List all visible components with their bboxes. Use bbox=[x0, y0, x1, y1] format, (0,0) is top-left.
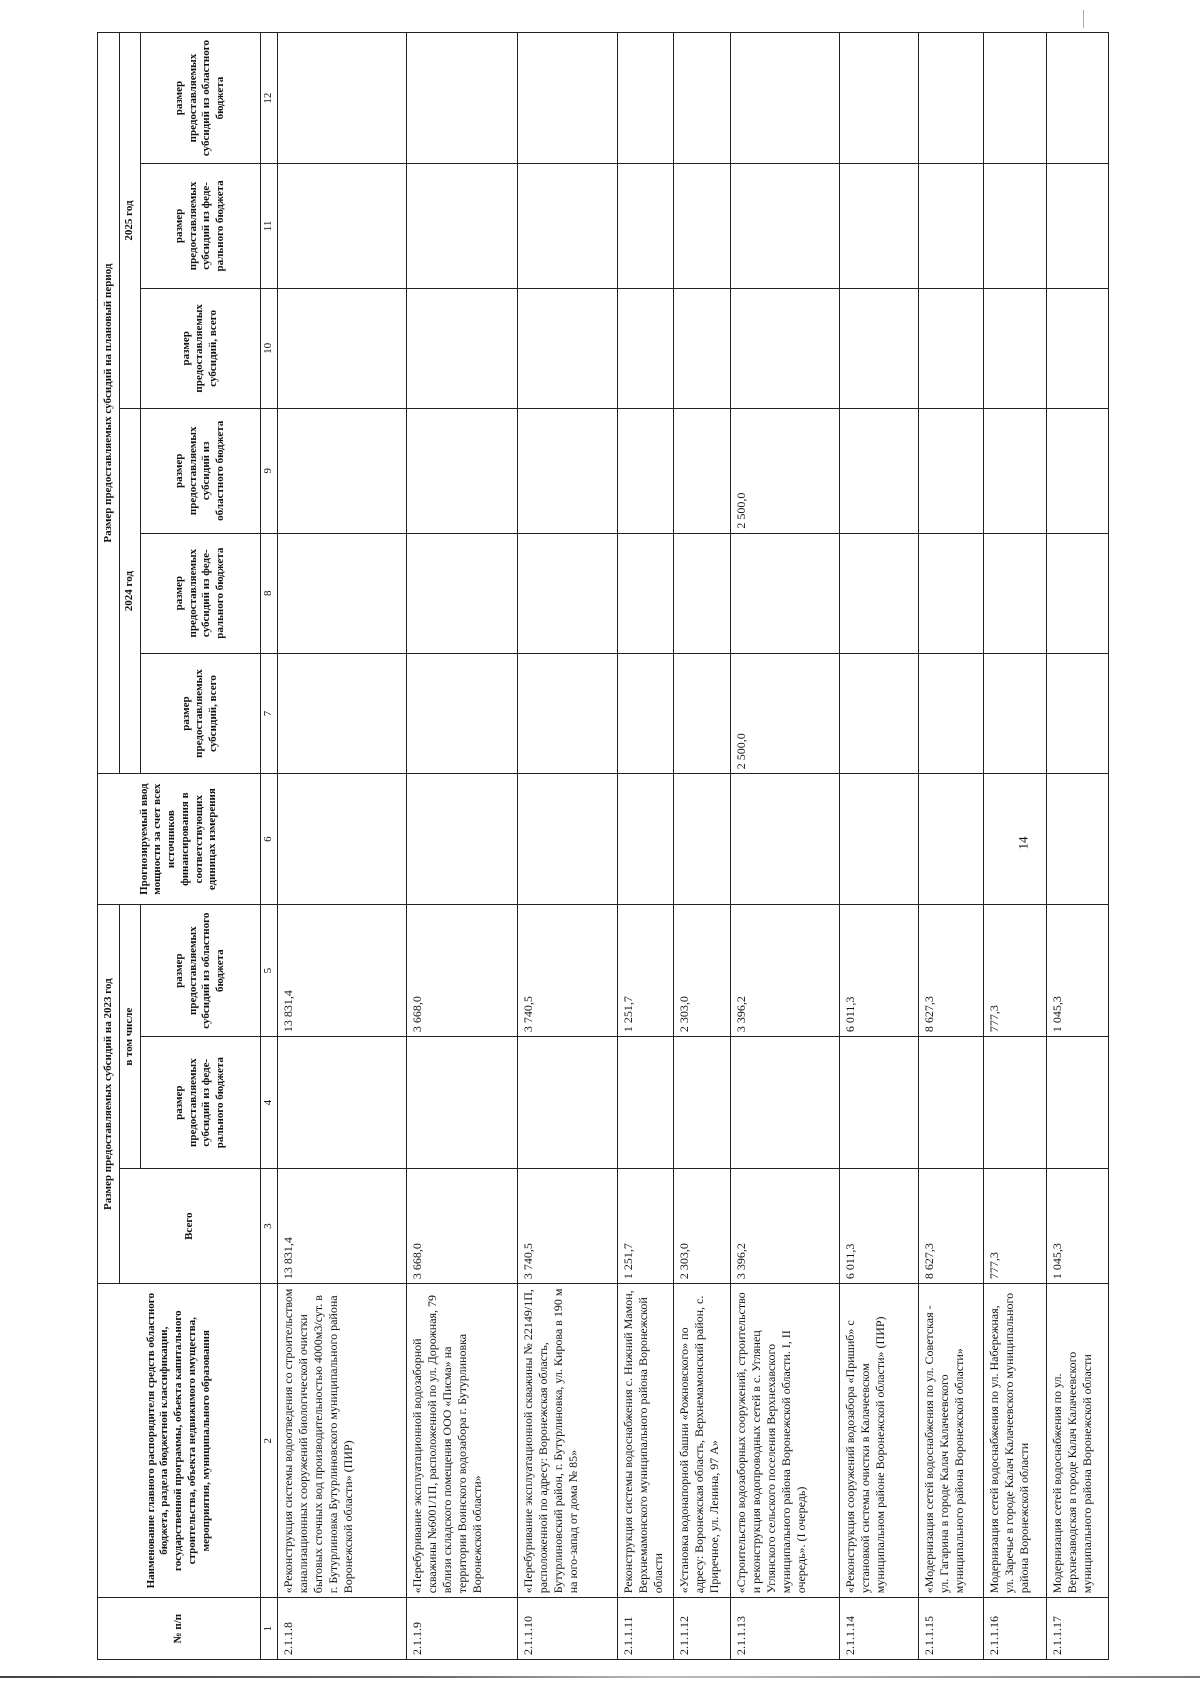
row-name: «Модернизация сетей водоснабжения по ул. Советская - ул. Гагарина в городе Калач Калачеевского муниципального района Воронежской области» bbox=[918, 1284, 983, 1598]
regional-2025 bbox=[617, 33, 673, 164]
federal-2023 bbox=[983, 1037, 1046, 1169]
total-2024 bbox=[1046, 653, 1108, 773]
regional-2025 bbox=[1046, 33, 1108, 164]
federal-2025 bbox=[1046, 164, 1108, 289]
table-row bbox=[617, 33, 673, 1660]
total-2023: 13 831,4 bbox=[277, 1169, 406, 1284]
federal-2024 bbox=[918, 533, 983, 653]
total-2024 bbox=[840, 653, 919, 773]
capacity bbox=[1046, 774, 1108, 905]
federal-2023 bbox=[731, 1037, 840, 1169]
regional-2023: 13 831,4 bbox=[277, 905, 406, 1037]
header-2025: 2025 год bbox=[120, 33, 141, 409]
regional-2023: 1 045,3 bbox=[1046, 905, 1108, 1037]
header-plan: Размер предоставляемых субсидий на плановый период bbox=[98, 33, 120, 774]
federal-2024 bbox=[840, 533, 919, 653]
row-code: 2.1.1.12 bbox=[673, 1598, 731, 1660]
table-row bbox=[518, 33, 617, 1660]
row-code: 2.1.1.11 bbox=[617, 1598, 673, 1660]
total-2025 bbox=[1046, 288, 1108, 408]
federal-2024 bbox=[277, 533, 406, 653]
column-number: 7 bbox=[260, 653, 277, 773]
capacity bbox=[277, 774, 406, 905]
total-2024 bbox=[617, 653, 673, 773]
regional-2024 bbox=[617, 409, 673, 534]
row-name: «Перебуривание эксплуатационной скважины № 22149/1П, расположенной по адресу: Воронежская область, Бутурлиновский район, г. Бутурлиновка, ул. Кирова в 190 м на юго-запад от дома № 85» bbox=[518, 1284, 617, 1598]
regional-2024 bbox=[406, 409, 518, 534]
header-2023-federal: размер предоставляемых субсидий из феде-рального бюджета bbox=[140, 1037, 260, 1169]
row-name: «Реконструкция системы водоотведения со строительством канализационных сооружений биологической очистки бытовых сточных вод производительностью 4000м3/сут. в г. Бутурлиновка Бутурлиновского муниципального района Воронежской области» (ПИР) bbox=[277, 1284, 406, 1598]
total-2025 bbox=[918, 288, 983, 408]
page-number: 14 bbox=[1015, 836, 1031, 850]
column-number: 12 bbox=[260, 33, 277, 164]
row-name: Модернизация сетей водоснабжения по ул. Верхнезаводская в городе Калач Калачеевского муниципального района Воронежской области bbox=[1046, 1284, 1108, 1598]
federal-2023 bbox=[840, 1037, 919, 1169]
regional-2023: 3 396,2 bbox=[731, 905, 840, 1037]
row-name: «Перебуривание эксплуатационной водозаборной скважины №6001/1П, расположенной по ул. Дорожная, 79 вблизи складского помещения ООО «Писма» на территории Воинского водозабора г. Бутурлиновка Воронежской области» bbox=[406, 1284, 518, 1598]
row-name: «Строительство водозаборных сооружений, строительство и реконструкция водопроводных сетей в с. Углянец Углянского сельского поселения Верхнехавского муниципального района Воронежской области. I, II очередь». (I очередь) bbox=[731, 1284, 840, 1598]
column-number: 10 bbox=[260, 288, 277, 408]
total-2024 bbox=[918, 653, 983, 773]
federal-2025 bbox=[840, 164, 919, 289]
total-2023: 3 740,5 bbox=[518, 1169, 617, 1284]
regional-2024: 2 500,0 bbox=[731, 409, 840, 534]
total-2023: 1 251,7 bbox=[617, 1169, 673, 1284]
table-row bbox=[983, 33, 1046, 1660]
capacity bbox=[406, 774, 518, 905]
total-2025 bbox=[406, 288, 518, 408]
row-code: 2.1.1.17 bbox=[1046, 1598, 1108, 1660]
row-code: 2.1.1.8 bbox=[277, 1598, 406, 1660]
regional-2025 bbox=[518, 33, 617, 164]
rotated-page bbox=[97, 32, 1109, 1660]
total-2023: 8 627,3 bbox=[918, 1169, 983, 1284]
header-2025-regional: размер предоставляемых субсидий из областного бюджета bbox=[140, 33, 260, 164]
capacity bbox=[518, 774, 617, 905]
federal-2023 bbox=[673, 1037, 731, 1169]
regional-2023: 6 011,3 bbox=[840, 905, 919, 1037]
capacity bbox=[918, 774, 983, 905]
federal-2025 bbox=[731, 164, 840, 289]
row-code: 2.1.1.13 bbox=[731, 1598, 840, 1660]
column-number: 9 bbox=[260, 409, 277, 534]
header-name: Наименование главного распорядителя средств областного бюджета, раздела бюджетной классификации, государственной программы, объекта капитального строительства, объекта недвижимого имущества, мероприятия, муниципального образования bbox=[98, 1284, 261, 1598]
regional-2023: 777,3 bbox=[983, 905, 1046, 1037]
total-2025 bbox=[617, 288, 673, 408]
regional-2023: 3 740,5 bbox=[518, 905, 617, 1037]
header-2023-regional: размер предоставляемых субсидий из областного бюджета bbox=[140, 905, 260, 1037]
column-number: 5 bbox=[260, 905, 277, 1037]
header-2024-total: размер предоставляемых субсидий, всего bbox=[140, 653, 260, 773]
total-2024 bbox=[518, 653, 617, 773]
row-code: 2.1.1.14 bbox=[840, 1598, 919, 1660]
federal-2023 bbox=[277, 1037, 406, 1169]
federal-2023 bbox=[1046, 1037, 1108, 1169]
row-code: 2.1.1.10 bbox=[518, 1598, 617, 1660]
row-name: «Реконструкция сооружений водозабора «Пришиб» с установкой системы очистки в Калачеевском муниципальном районе Воронежской области» (ПИР) bbox=[840, 1284, 919, 1598]
federal-2025 bbox=[277, 164, 406, 289]
total-2023: 2 303,0 bbox=[673, 1169, 731, 1284]
federal-2024 bbox=[1046, 533, 1108, 653]
total-2023: 3 668,0 bbox=[406, 1169, 518, 1284]
column-number: 2 bbox=[260, 1284, 277, 1598]
row-code: 2.1.1.9 bbox=[406, 1598, 518, 1660]
table-row bbox=[673, 33, 731, 1660]
header-2024-regional: размер предоставляемых субсидий из областного бюджета bbox=[140, 409, 260, 534]
capacity bbox=[731, 774, 840, 905]
regional-2023: 2 303,0 bbox=[673, 905, 731, 1037]
regional-2023: 3 668,0 bbox=[406, 905, 518, 1037]
regional-2024 bbox=[277, 409, 406, 534]
regional-2025 bbox=[918, 33, 983, 164]
header-2023: Размер предоставляемых субсидий на 2023 год bbox=[98, 905, 120, 1284]
header-total: Всего bbox=[120, 1169, 261, 1284]
federal-2024 bbox=[983, 533, 1046, 653]
regional-2023: 8 627,3 bbox=[918, 905, 983, 1037]
header-capacity: Прогнозируемый ввод мощности за счет всех источников финансирования в соответствующих единицах измерения bbox=[98, 774, 261, 905]
table-row bbox=[1046, 33, 1108, 1660]
column-number: 6 bbox=[260, 774, 277, 905]
regional-2024 bbox=[840, 409, 919, 534]
column-number: 3 bbox=[260, 1169, 277, 1284]
total-2025 bbox=[518, 288, 617, 408]
column-number: 11 bbox=[260, 164, 277, 289]
total-2025 bbox=[983, 288, 1046, 408]
capacity bbox=[840, 774, 919, 905]
row-name: Модернизация сетей водоснабжения по ул. Набережная, ул. Заречье в городе Калач Калачеевского муниципального района Воронежской области bbox=[983, 1284, 1046, 1598]
regional-2024 bbox=[1046, 409, 1108, 534]
regional-2025 bbox=[277, 33, 406, 164]
row-code: 2.1.1.16 bbox=[983, 1598, 1046, 1660]
regional-2025 bbox=[406, 33, 518, 164]
row-name: Реконструкция системы водоснабжения с. Нижний Мамон, Верхнемамонского муниципального района Воронежской области bbox=[617, 1284, 673, 1598]
column-number: 1 bbox=[260, 1598, 277, 1660]
total-2025 bbox=[277, 288, 406, 408]
table-row bbox=[840, 33, 919, 1660]
total-2024 bbox=[673, 653, 731, 773]
regional-2024 bbox=[918, 409, 983, 534]
federal-2025 bbox=[673, 164, 731, 289]
total-2024 bbox=[277, 653, 406, 773]
regional-2025 bbox=[983, 33, 1046, 164]
row-code: 2.1.1.15 bbox=[918, 1598, 983, 1660]
regional-2024 bbox=[518, 409, 617, 534]
regional-2025 bbox=[731, 33, 840, 164]
capacity bbox=[983, 774, 1046, 905]
federal-2024 bbox=[518, 533, 617, 653]
regional-2024 bbox=[983, 409, 1046, 534]
federal-2025 bbox=[918, 164, 983, 289]
total-2025 bbox=[731, 288, 840, 408]
total-2025 bbox=[673, 288, 731, 408]
scan-artifact bbox=[1083, 10, 1084, 28]
header-2024: 2024 год bbox=[120, 409, 141, 774]
federal-2025 bbox=[983, 164, 1046, 289]
table-body bbox=[277, 33, 1109, 1660]
regional-2025 bbox=[840, 33, 919, 164]
total-2023: 1 045,3 bbox=[1046, 1169, 1108, 1284]
column-number: 4 bbox=[260, 1037, 277, 1169]
federal-2025 bbox=[617, 164, 673, 289]
header-num: № п/п bbox=[98, 1598, 261, 1660]
scan-edge bbox=[0, 1676, 1200, 1678]
federal-2024 bbox=[406, 533, 518, 653]
header-including: в том числе bbox=[120, 905, 141, 1169]
column-number-row bbox=[260, 33, 277, 1660]
federal-2023 bbox=[617, 1037, 673, 1169]
federal-2023 bbox=[518, 1037, 617, 1169]
table-row bbox=[731, 33, 840, 1660]
table-row bbox=[918, 33, 983, 1660]
federal-2024 bbox=[731, 533, 840, 653]
header-2025-total: размер предоставляемых субсидий, всего bbox=[140, 288, 260, 408]
total-2024: 2 500,0 bbox=[731, 653, 840, 773]
total-2024 bbox=[406, 653, 518, 773]
total-2023: 6 011,3 bbox=[840, 1169, 919, 1284]
federal-2023 bbox=[918, 1037, 983, 1169]
federal-2023 bbox=[406, 1037, 518, 1169]
regional-2025 bbox=[673, 33, 731, 164]
federal-2025 bbox=[518, 164, 617, 289]
subsidy-table bbox=[97, 32, 1109, 1660]
regional-2023: 1 251,7 bbox=[617, 905, 673, 1037]
federal-2025 bbox=[406, 164, 518, 289]
total-2024 bbox=[983, 653, 1046, 773]
regional-2024 bbox=[673, 409, 731, 534]
total-2023: 777,3 bbox=[983, 1169, 1046, 1284]
total-2023: 3 396,2 bbox=[731, 1169, 840, 1284]
column-number: 8 bbox=[260, 533, 277, 653]
capacity bbox=[673, 774, 731, 905]
total-2025 bbox=[840, 288, 919, 408]
header-2025-federal: размер предоставляемых субсидий из феде-рального бюджета bbox=[140, 164, 260, 289]
federal-2024 bbox=[617, 533, 673, 653]
capacity bbox=[617, 774, 673, 905]
row-name: «Установка водонапорной башни «Рожновского» по адресу: Воронежская область, Верхнемамонский район, с. Приречное, ул. Ленина, 97 А» bbox=[673, 1284, 731, 1598]
federal-2024 bbox=[673, 533, 731, 653]
header-2024-federal: размер предоставляемых субсидий из феде-рального бюджета bbox=[140, 533, 260, 653]
table-row bbox=[277, 33, 406, 1660]
table-row bbox=[406, 33, 518, 1660]
